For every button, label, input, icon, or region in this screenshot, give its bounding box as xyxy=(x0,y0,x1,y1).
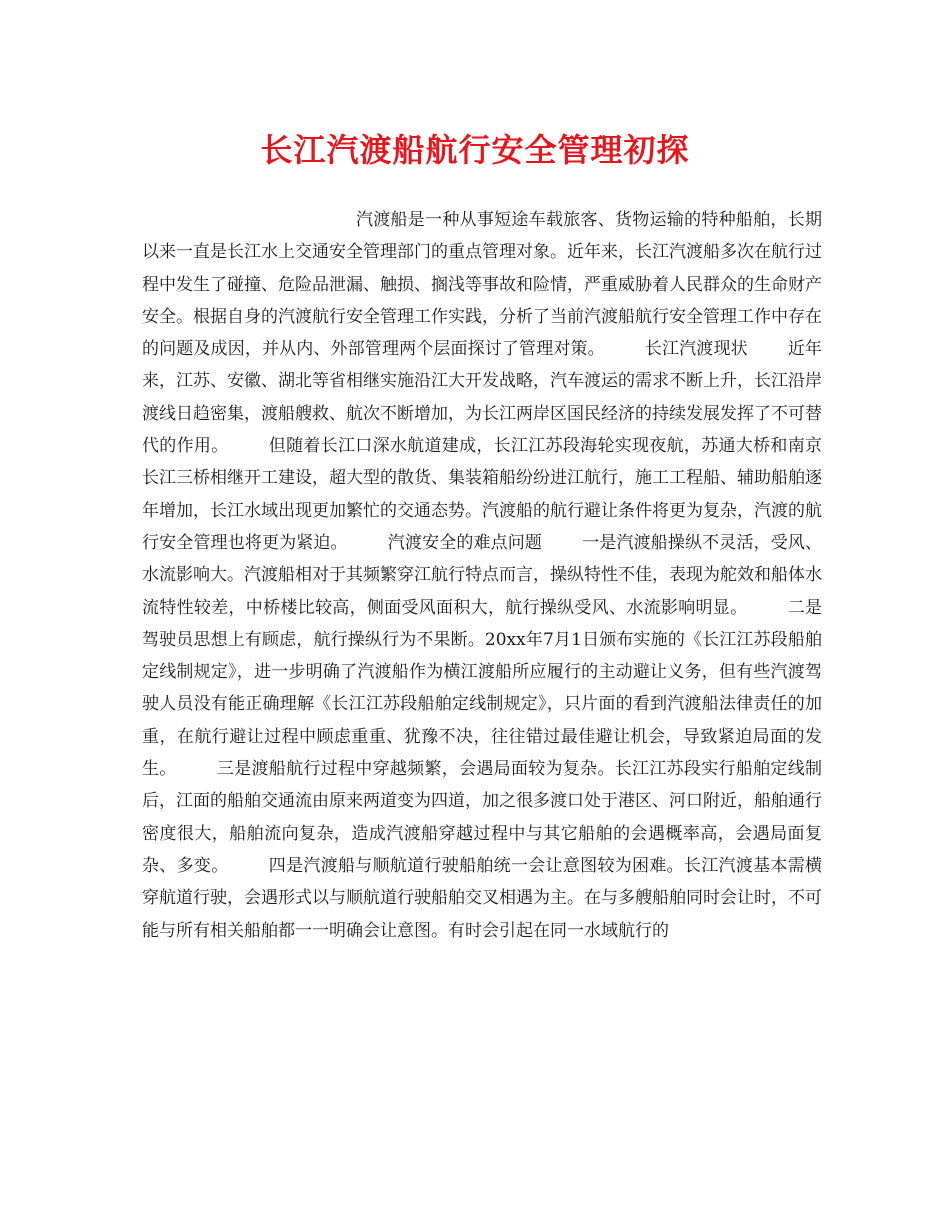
document-body xyxy=(142,204,822,947)
paragraph-intro: 汽渡船是一种从事短途车载旅客、货物运输的特种船舶，长期以来一直是长江水上交通安全管理部门的重点管理对象。近年来，长江汽渡船多次在航行过程中发生了碰撞、危险品泄漏、触损、搁浅等事故和险情，严重威胁着人民群众的生命财产安全。根据自身的汽渡航行安全管理工作实践，分析了当前汽渡船航行安全管理工作中存在的问题及成因，并从内、外部管理两个层面探讨了管理对策。 xyxy=(142,210,822,360)
paragraph-point-3: 三是渡船航行过程中穿越频繁，会遇局面较为复杂。长江江苏段实行船舶定线制后，江面的船舶交通流由原来两道变为四道，加之很多渡口处于港区、河口附近，船舶通行密度很大，船舶流向复杂，造成汽渡船穿越过程中与其它船舶的会遇概率高，会遇局面复杂、多变。 xyxy=(142,759,823,876)
paragraph-status-1: 近年来，江苏、安徽、湖北等省相继实施沿江大开发战略，汽车渡运的需求不断上升，长江沿岸渡线日趋密集，渡船艘救、航次不断增加，为长江两岸区国民经济的持续发展发挥了不可替代的作用。 xyxy=(142,339,823,457)
paragraph-point-2: 二是驾驶员思想上有顾虑，航行操纵行为不果断。20xx年7月1日颁布实施的《长江江苏段船舶定线制规定》，进一步明确了汽渡船作为横江渡船所应履行的主动避让义务，但有些汽渡驾驶人员没有能正确理解《长江江苏段船舶定线制规定》，只片面的看到汽渡船法律责任的加重，在航行避让过程中顾虑重重、犹豫不决，往往错过最佳避让机会，导致紧迫局面的发生。 xyxy=(142,597,823,780)
paragraph-point-4: 四是汽渡船与顺航道行驶船舶统一会让意图较为困难。长江汽渡基本需横穿航道行驶，会遇形式以与顺航道行驶船舶交叉相遇为主。在与多艘船舶同时会让时，不可能与所有相关船舶都一一明确会让意图。有时会引起在同一水域航行的 xyxy=(142,855,823,941)
section-heading-status: 长江汽渡现状 xyxy=(644,339,748,360)
section-heading-difficulties: 汽渡安全的难点问题 xyxy=(387,532,543,553)
paragraph-status-2: 但随着长江口深水航道建成，长江江苏段海轮实现夜航，苏通大桥和南京长江三桥相继开工建设，超大型的散货、集装箱船纷纷进江航行，施工工程船、辅助船舶逐年增加，长江水域出现更加繁忙的交通态势。汽渡船的航行避让条件将更为复杂，汽渡的航行安全管理也将更为紧迫。 xyxy=(142,436,823,553)
paragraph-point-1: 一是汽渡船操纵不灵活，受风、水流影响大。汽渡船相对于其频繁穿江航行特点而言，操纵特性不佳，表现为舵效和船体水流特性较差，中桥楼比较高，侧面受风面积大，航行操纵受风、水流影响明显。 xyxy=(142,532,823,618)
document-title: 长江汽渡船航行安全管理初探 xyxy=(260,131,690,169)
